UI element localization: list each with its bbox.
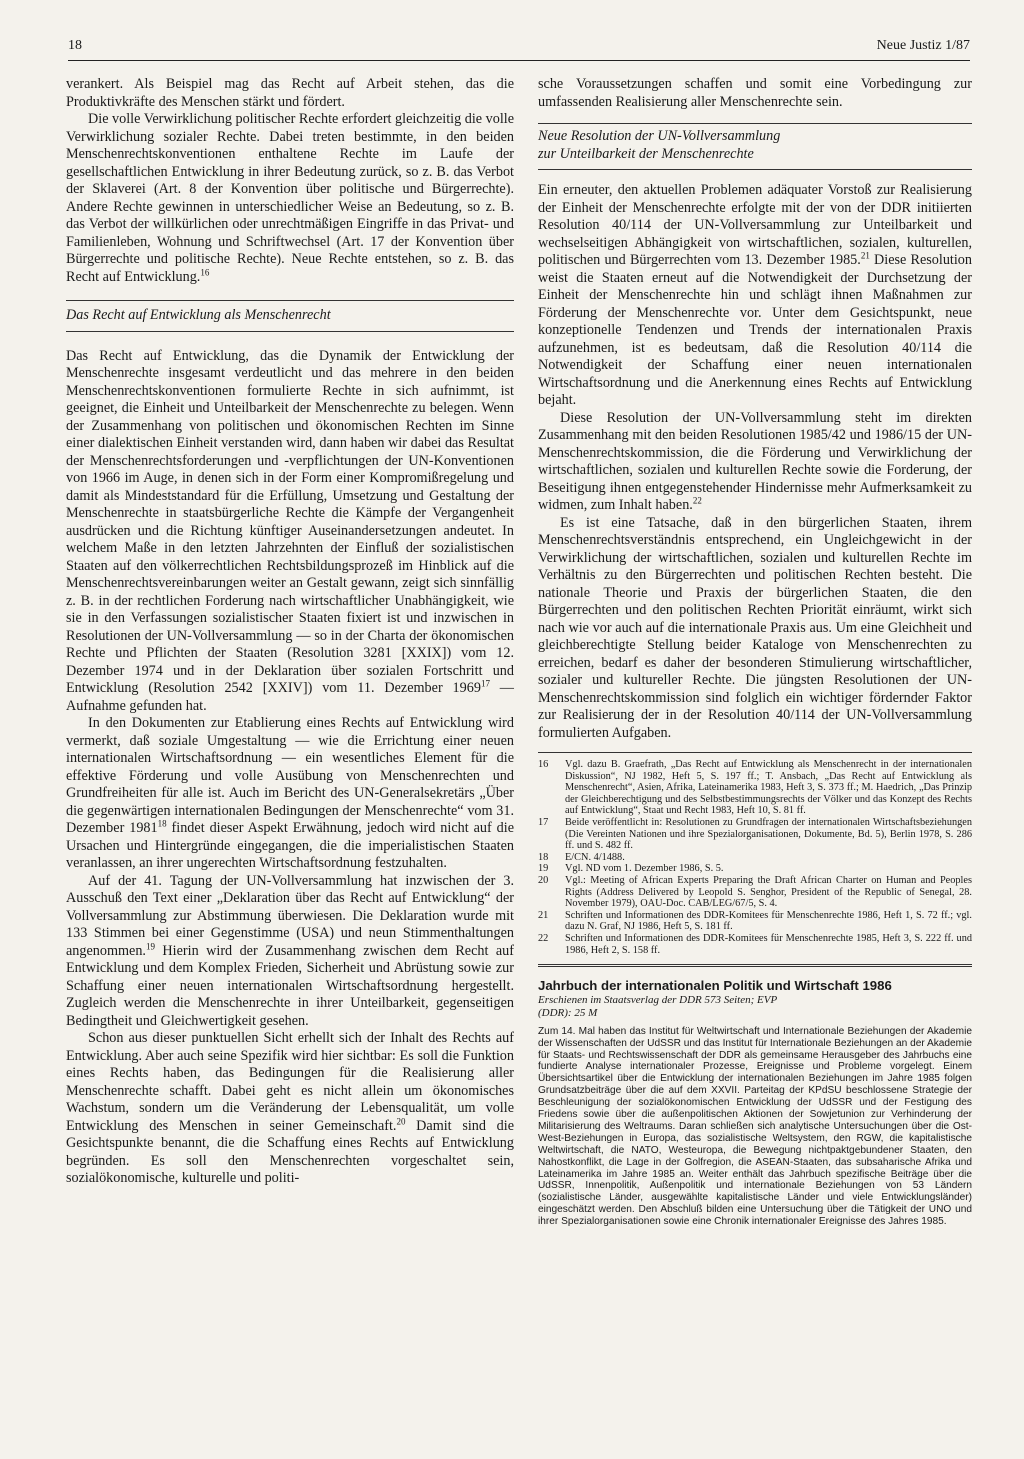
footnote: 20 Vgl.: Meeting of African Experts Preparing the Draft African Charter on Human and Peoples Rights (Address Delivered by Leopold S. Senghor, President of the Republic of Senegal, 28. November 1979), OAU-Doc. CAB/LEG/67/5, S. 4. (538, 874, 972, 910)
section-heading-line: zur Unteilbarkeit der Menschenrechte (538, 145, 754, 162)
footnote: 19 Vgl. ND vom 1. Dezember 1986, S. 5. (538, 863, 724, 875)
footnote: 16 Vgl. dazu B. Graefrath, „Das Recht auf Entwicklung als Menschenrecht in der internationalen Diskussion“, NJ 1982, Heft 5, S. 197 ff.; T. Ansbach, „Das Recht auf Entwicklung als Menschenrecht“, Asien, Afrika, Lateinamerika 1983, Heft 3, S. 373 ff.; M. Haedrich, „Das Prinzip der Gleichberechtigung und des Selbstbestimmungsrechts der Völker und das Konzept des Rechts auf Entwicklung“, Staat und Recht 1983, Heft 10, S. 81 ff. (538, 759, 972, 817)
footnote-ref[interactable]: 19 (145, 940, 155, 951)
paragraph: verankert. Als Beispiel mag das Recht auf Arbeit stehen, das die Produktivkräfte des Menschen stärkt und fördert. (66, 76, 514, 110)
page-number: 18 (68, 38, 82, 53)
footnote-ref[interactable]: 21 (860, 250, 870, 261)
footnote: 21 Schriften und Informationen des DDR-Komitees für Menschenrechte 1986, Heft 1, S. 72 ff.; vgl. dazu N. Graf, NJ 1986, Heft 5, S. 181 ff. (538, 909, 972, 933)
paragraph: Ein erneuter, den aktuellen Problemen adäquater Vorstoß zur Realisierung der Einheit der Menschenrechte erfolgte mit der von der DDR initiierten Resolution 40/114 der UN-Vollversammlung zur Unteilbarkeit und wechselseitigen Abhängigkeit von wirtschaftlichen, sozialen, kulturellen, politischen und Bürgerrechten vom 13. Dezember 1985.21 Diese Resolution weist die Staaten erneut auf die Notwendigkeit der Durchsetzung der Einheit der Menschenrechte hin und schlägt ihnen Maßnahmen zur Förderung der Menschenrechte vor. Unter dem Gesichtspunkt, neue konzeptionelle Tendenzen und Trends der internationalen Praxis aufzunehmen, ist es bedeutsam, daß die Resolution 40/114 die Notwendigkeit der Schaffung einer neuen internationalen Wirtschaftsordnung und die Anerkennung eines Rechts auf Entwicklung bejaht. (538, 182, 972, 408)
section-divider (538, 964, 972, 968)
paragraph: In den Dokumenten zur Etablierung eines Rechts auf Entwicklung wird vermerkt, daß soziale Umgestaltung — wie die Errichtung einer neuen internationalen Wirtschaftsordnung — ein wesentliches Element für die effektive Förderung und volle Ausübung von Menschenrechten und Grundfreiheiten für alle ist. Auch im Bericht des UN-Generalsekretärs „Über die gegenwärtigen internationalen Bedingungen der Menschenrechte“ vom 31. Dezember 1981$^{18}$ findet dieser Aspekt Erwähnung, jedoch wird nicht auf die Ursachen und Hintergründe eingegangen, die die imperialistischen Staaten veranlassen, an ihrer ungerechten Wirtschaftsordnung festzuhalten. (66, 715, 514, 871)
paragraph: sche Voraussetzungen schaffen und somit eine Vorbedingung zur umfassenden Realisierung aller Menschenrechte sein. (538, 76, 972, 110)
paragraph: Auf der 41. Tagung der UN-Vollversammlung hat inzwischen der 3. Ausschuß den Text einer „Deklaration über das Recht auf Entwicklung“ der Vollversammlung zur Abstimmung überwiesen. Die Deklaration wurde mit 133 Stimmen bei einer Gegenstimme (USA) und neun Stimmenthaltungen angenommen.$^{19}$ Hierin wird der Zusammenhang zwischen dem Recht auf Entwicklung und dem Komplex Frieden, Sicherheit und Abrüstung sowie zur Schaffung einer neuen internationalen Wirtschaftsordnung hergestellt. Zugleich werden die Menschenrechte in ihrer Unteilbarkeit, gegenseitigen Bedingtheit und Gleichwertigkeit gesehen. (66, 872, 514, 1029)
footnote-ref[interactable]: 22 (692, 495, 702, 506)
right-column (538, 76, 972, 1228)
footnote-ref[interactable]: 17 (480, 678, 490, 689)
footnote: 17 Beide veröffentlicht in: Resolutionen zu Grundfragen der internationalen Wirtschaftsbeziehungen (Die Vereinten Nationen und ihre Spezialorganisationen, Dokumente, Bd. 5), Berlin 1978, S. 286 ff. und S. 482 ff. (538, 816, 972, 852)
footnotes (538, 752, 972, 956)
running-header (68, 36, 970, 61)
left-column (66, 76, 514, 1188)
book-review-publication-info: Erschienen im Staatsverlag der DDR 573 Seiten; EVP (DDR): 25 M (538, 994, 777, 1019)
paragraph: Das Recht auf Entwicklung, das die Dynamik der Entwicklung der Menschenrechte insgesamt verdeutlicht und das mehrere in den beiden Menschenrechtskonventionen formulierte Rechte in sich aufnimmt, ist geeignet, die Einheit und Unteilbarkeit der Menschenrechte zu belegen. Wenn der Zusammenhang von politischen und ökonomischen Rechten im Sinne einer dialektischen Einheit verstanden wird, dann haben wir dabei das Resultat der Menschenrechtsforderungen und -verpflichtungen der UN-Konventionen von 1966 im Auge, in denen sich in der Form einer Kompromißregelung und damit als Mindeststandard für die Erfüllung, Umsetzung und Gestaltung der Menschenrechte in staatsbürgerliche Rechte die Kämpfe der Vergangenheit ausdrücken und die Richtung künftiger Auseinandersetzungen andeutet. In welchem Maße in den letzten Jahrzehnten der Einfluß der sozialistischen Staaten auf den völkerrechtlichen Rechtsbildungsprozeß im Hinblick auf die Menschenrechtsvereinbarungen weiter an Gestalt gewann, zeigt sich sinnfällig z. B. in der rechtlichen Forderung nach wirtschaftlicher Unabhängigkeit, wie sie in den Verfassungen sozialistischer Staaten fixiert ist und inzwischen in Resolutionen der UN-Vollversammlung — so in der Charta der ökonomischen Rechte und Pflichten der Staaten (Resolution 3281 [XXIX]) vom 12. Dezember 1974 und in der Deklaration über sozialen Fortschritt und Entwicklung (Resolution 2542 [XXIV]) vom 11. Dezember 1969$^{17}$ — Aufnahme gefunden hat. (66, 347, 514, 714)
book-review-title: Jahrbuch der internationalen Politik und Wirtschaft 1986 (538, 978, 892, 994)
footnote-ref[interactable]: 18 (157, 818, 167, 829)
paragraph: Es ist eine Tatsache, daß in den bürgerlichen Staaten, ihrem Menschenrechtsverständnis entsprechend, ein Ungleichgewicht in der Verwirklichung der wirtschaftlichen, sozialen und kulturellen Rechte im Verhältnis zu den Bürgerrechten und politischen Rechten besteht. Die nationale Theorie und Praxis der bürgerlichen Staaten, die den Bürgerrechten und den politischen Rechten Priorität einräumt, wirkt sich nach wie vor auch auf die internationale Praxis aus. Um eine Gleichheit und gleichberechtigte Stellung beider Kataloge von Menschenrechten zu erreichen, bedarf es daher der besonderen Stimulierung wirtschaftlicher, sozialer und kultureller Rechte. Die jüngsten Resolutionen der UN-Menschenrechtskommission sind folglich ein wichtiger fördernder Faktor zur Realisierung der in der Resolution 40/114 der UN-Vollversammlung formulierten Aufgaben. (538, 514, 972, 741)
book-review-text: Zum 14. Mal haben das Institut für Weltwirtschaft und Internationale Beziehungen der Akademie der Wissenschaften der UdSSR und das Institut für Internationale Beziehungen an der Akademie für Staats- und Rechtswissenschaft der DDR als gemeinsame Herausgeber des Jahrbuchs eine fundierte Analyse internationaler Prozesse, Ereignisse und Probleme vorgelegt. Einem Übersichtsartikel über die Entwicklung der internationalen Beziehungen im Jahre 1985 folgen Grundsatzbeiträge über die auf dem XXVII. Parteitag der KPdSU beschlossene Strategie der Beschleunigung der sozialökonomischen Entwicklung der UdSSR und der Festigung des Friedens sowie über die außenpolitischen Aktionen der Sowjetunion zur Verhinderung der Militarisierung des Weltraums. Daran schließen sich analytische Untersuchungen über die Ost-West-Beziehungen in Europa, das sozialistische Weltsystem, den RGW, die kapitalistische Weltwirtschaft, die NATO, Westeuropa, die Bewegung nichtpaktgebundener Staaten, den Nahostkonflikt, die Lage in der Golfregion, die ASEAN-Staaten, das subsaharische Afrika und Lateinamerika im Jahre 1985 an. Weiter enthält das Jahrbuch spezifische Beiträge über die UdSSR, Innenpolitik, Außenpolitik und internationale Beziehungen von 53 Ländern (sozialistische Länder, ausgewählte kapitalistische Länder und viele Entwicklungsländer) eingeschätzt werden. Den Abschluß bilden eine Untersuchung über die Tätigkeit der UNO und ihrer Spezialorganisationen sowie eine Chronik internationaler Ereignisse des Jahres 1985. (538, 1025, 972, 1228)
paragraph: Diese Resolution der UN-Vollversammlung steht im direkten Zusammenhang mit den beiden Resolutionen 1985/42 und 1986/15 der UN-Menschenrechtskommission, die die Förderung und Verwirklichung der wirtschaftlichen, sozialen und kulturellen Rechte sowie die Forderung, der Beseitigung ihnen entgegenstehender Hindernisse mehr Aufmerksamkeit zu widmen, zum Inhalt haben.$^{22}$ (538, 409, 972, 513)
footnote: 18 E/CN. 4/1488. (538, 851, 625, 863)
footnote-ref[interactable]: 16 (200, 266, 210, 277)
footnote-ref[interactable]: 20 (396, 1115, 406, 1126)
paragraph: Die volle Verwirklichung politischer Rechte erfordert gleichzeitig die volle Verwirklichung sozialer Rechte. Dabei treten bestimmte, in den beiden Menschenrechtskonventionen enthaltene Rechte im Laufe der gesellschaftlichen Entwicklung in ihrer Bedeutung zurück, so z. B. das Verbot der Sklaverei (Art. 8 der Konvention über politische und Bürgerrechte). Andere Rechte gewinnen in unterschiedlicher Weise an Bedeutung, so z. B. das Verbot der willkürlichen oder unrechtmäßigen Eingriffe in das Privat- und Familienleben, Wohnung und Schriftwechsel (Art. 17 der Konvention über Bürgerrechte und politische Rechte). Neue Rechte entstehen, so z. B. das Recht auf Entwicklung.$^{16}$ (66, 111, 515, 285)
section-heading (538, 123, 972, 170)
section-heading: Das Recht auf Entwicklung als Menschenrecht (66, 300, 514, 332)
section-heading-line: Neue Resolution der UN-Vollversammlung (538, 128, 781, 144)
journal-issue: Neue Justiz 1/87 (876, 38, 970, 53)
paragraph: Schon aus dieser punktuellen Sicht erhellt sich der Inhalt des Rechts auf Entwicklung. Aber auch seine Spezifik wird hier sichtbar: Es soll die Funktion eines Rechts haben, das Bedingungen für die Realisierung aller Menschenrechte schafft. Dabei geht es nicht allein um ökonomisches Wachstum, sondern um die Veränderung der Lebensqualität, um volle Entwicklung des Menschen in seiner Gemeinschaft.$^{20}$ Damit sind die Gesichtspunkte benannt, die die Schaffung eines Rechts auf Entwicklung begründen. Es soll den Menschenrechten vorgeschaltet sein, sozialökonomische, kulturelle und politi- (66, 1030, 515, 1186)
footnote: 22 Schriften und Informationen des DDR-Komitees für Menschenrechte 1985, Heft 3, S. 222 ff. und 1986, Heft 2, S. 158 ff. (538, 932, 972, 956)
